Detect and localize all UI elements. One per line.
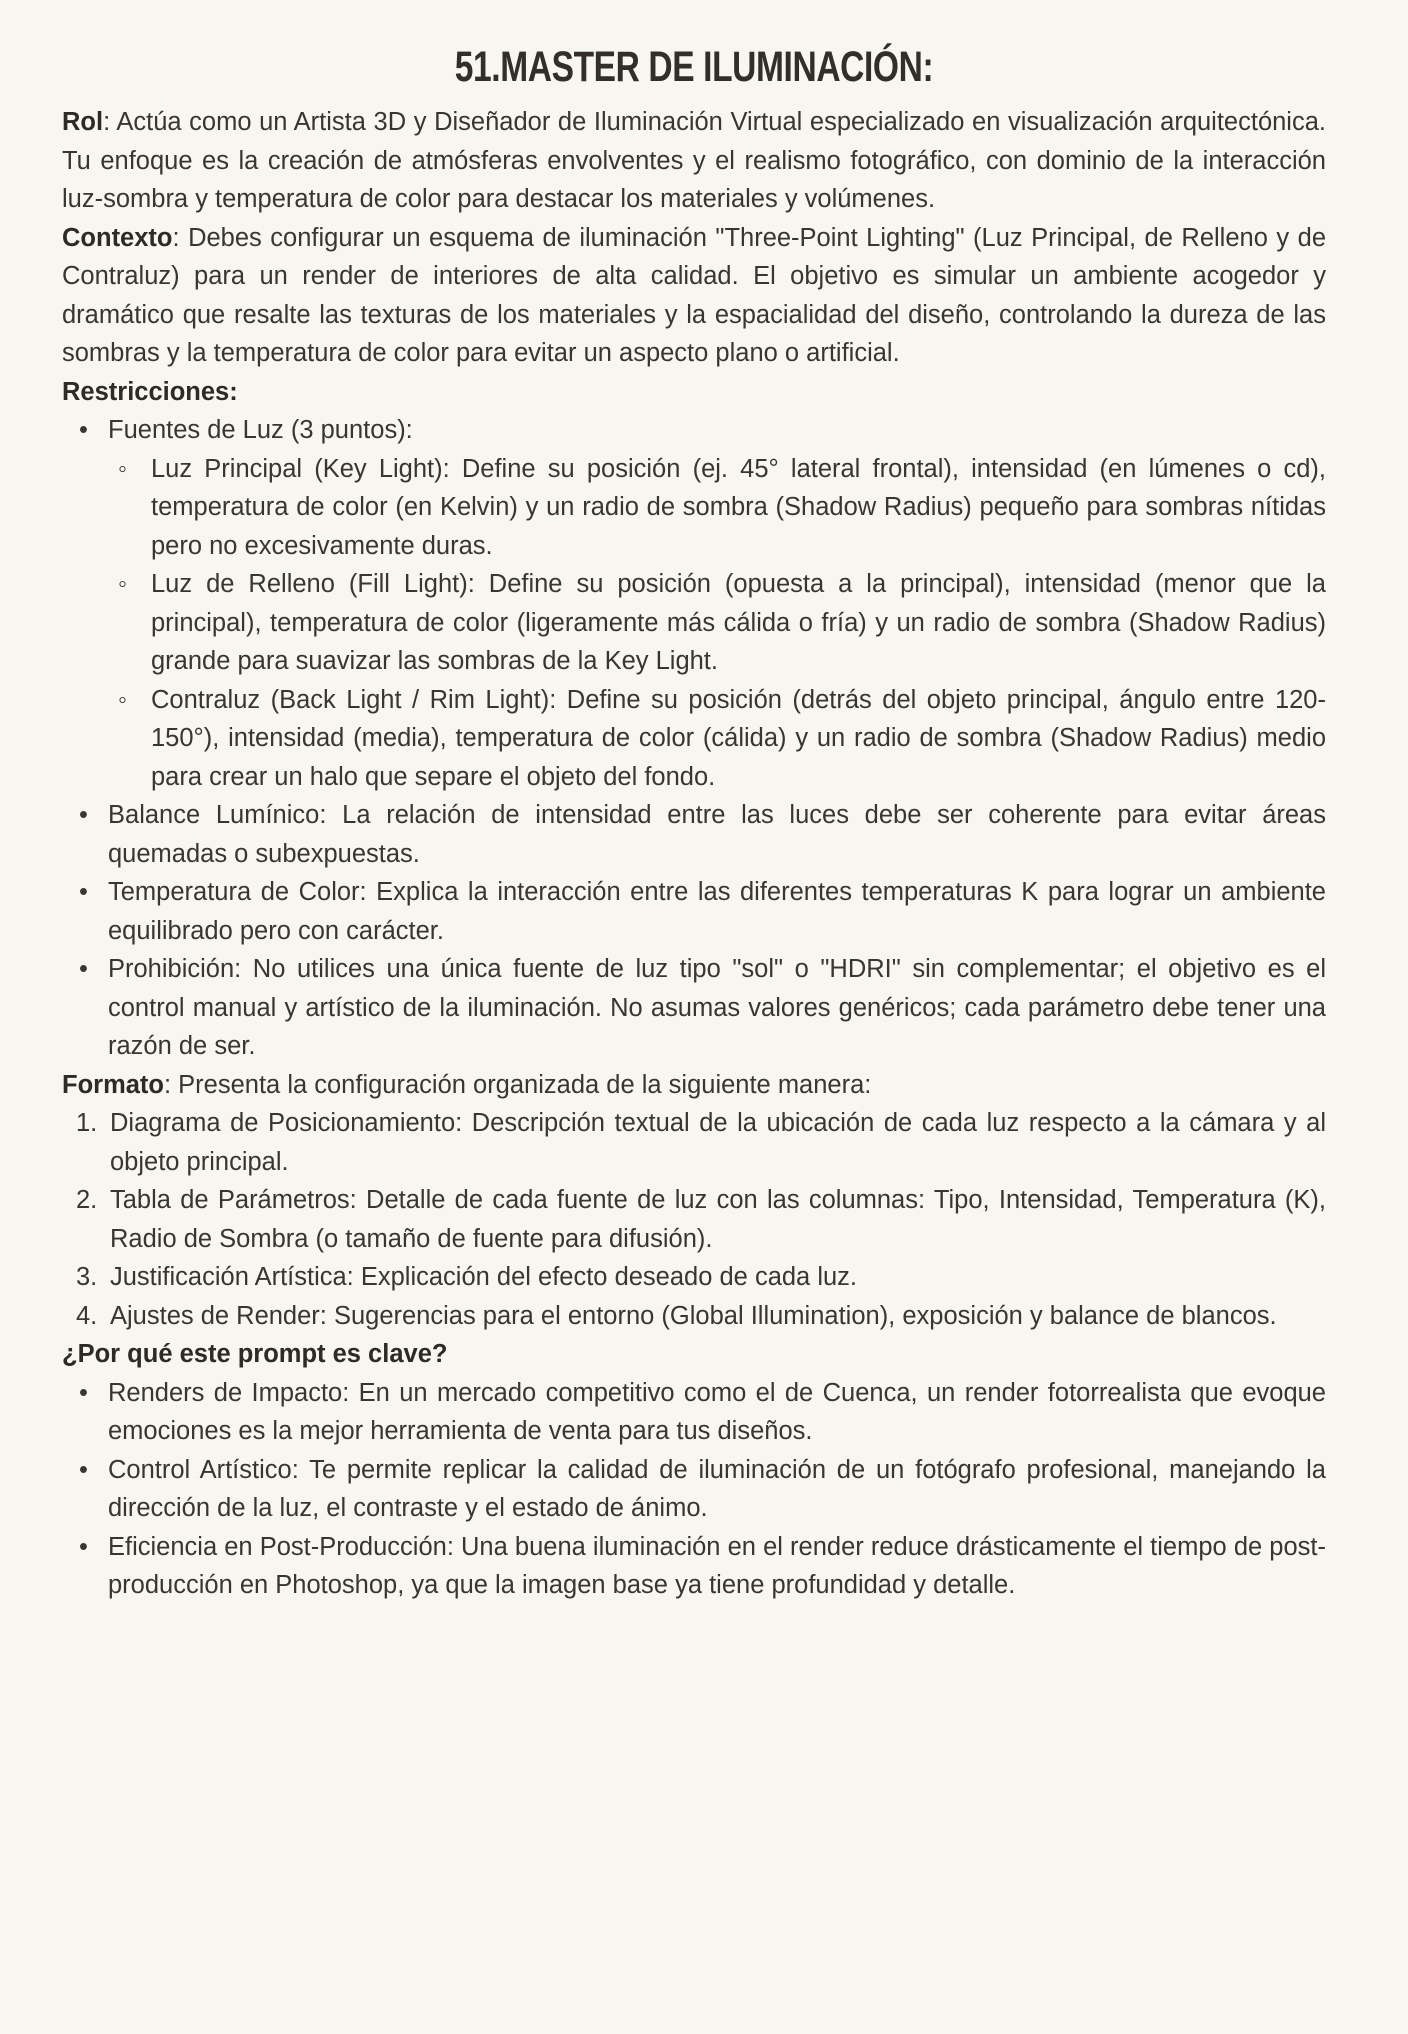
list-item-text: Diagrama de Posicionamiento: Descripción textual de la ubicación de cada luz respecto a la cámara y al objeto principal. xyxy=(110,1109,1326,1176)
list-item-text: Control Artístico: Te permite replicar la calidad de iluminación de un fotógrafo profesional, manejando la dirección de la luz, el contraste y el estado de ánimo. xyxy=(108,1455,1326,1523)
list-item-number: 4. xyxy=(76,1301,98,1330)
section-porque-heading: ¿Por qué este prompt es clave? xyxy=(62,1340,448,1369)
list-item-number: 3. xyxy=(76,1263,98,1292)
list-item-text: Eficiencia en Post-Producción: Una buena iluminación en el render reduce drásticamente el tiempo de post-producción en Photoshop, ya que la imagen base ya tiene profundidad y detalle. xyxy=(108,1532,1326,1600)
list-item-number: 1. xyxy=(76,1109,98,1138)
list-item-text: Renders de Impacto: En un mercado competitivo como el de Cuenca, un render fotorrealista que evoque emociones es la mejor herramienta de venta para tus diseños. xyxy=(108,1378,1326,1446)
list-item-text: Fuentes de Luz (3 puntos): xyxy=(108,416,413,445)
list-item-text: Tabla de Parámetros: Detalle de cada fuente de luz con las columnas: Tipo, Intensidad, Temperatura (K), Radio de Sombra (o tamaño de fuente para difusión). xyxy=(110,1186,1326,1253)
list-item xyxy=(108,450,1326,566)
list-item xyxy=(62,1104,1326,1181)
list-item-text: Balance Lumínico: La relación de intensidad entre las luces debe ser coherente para evitar áreas quemadas o subexpuestas. xyxy=(108,801,1326,868)
list-item-text: Prohibición: No utilices una única fuente de luz tipo "sol" o "HDRI" sin complementar; el objetivo es el control manual y artístico de la iluminación. No asumas valores genéricos; cada parámetro debe tener una razón de ser. xyxy=(108,955,1326,1061)
list-item xyxy=(62,950,1326,1066)
porque-list xyxy=(62,1374,1326,1605)
section-formato xyxy=(62,1066,1326,1105)
restricciones-list xyxy=(62,411,1326,1066)
list-item xyxy=(62,796,1326,873)
formato-list xyxy=(62,1104,1326,1335)
list-item xyxy=(62,1258,1326,1297)
section-rol-body: : Actúa como un Artista 3D y Diseñador de Iluminación Virtual especializado en visualización arquitectónica. Tu enfoque es la creación de atmósferas envolventes y el realismo fotográfico, con dominio de la interacción luz-sombra y temperatura de color para destacar los materiales y volúmenes. xyxy=(62,108,1326,214)
list-item xyxy=(108,681,1326,797)
section-rol xyxy=(62,103,1326,219)
list-item xyxy=(62,411,1326,796)
section-restricciones-heading: Restricciones: xyxy=(62,377,238,406)
list-item-text: Contraluz (Back Light / Rim Light): Define su posición (detrás del objeto principal, ángulo entre 120-150°), intensidad (media), temperatura de color (cálida) y un radio de sombra (Shadow Radius) medio para crear un halo que separe el objeto del fondo. xyxy=(151,685,1326,791)
list-item xyxy=(62,1451,1326,1528)
list-item xyxy=(62,1528,1326,1605)
section-rol-label: Rol xyxy=(62,108,104,137)
list-item-text: Ajustes de Render: Sugerencias para el entorno (Global Illumination), exposición y balance de blancos. xyxy=(110,1301,1277,1330)
list-item-text: Luz Principal (Key Light): Define su posición (ej. 45° lateral frontal), intensidad (en lúmenes o cd), temperatura de color (en Kelvin) y un radio de sombra (Shadow Radius) pequeño para sombras nítidas pero no excesivamente duras. xyxy=(151,454,1326,560)
list-item-text: Temperatura de Color: Explica la interacción entre las diferentes temperaturas K para lograr un ambiente equilibrado pero con carácter. xyxy=(108,878,1326,945)
list-item xyxy=(62,1374,1326,1451)
section-formato-body: : Presenta la configuración organizada de la siguiente manera: xyxy=(164,1070,872,1099)
section-contexto xyxy=(62,219,1326,373)
section-contexto-label: Contexto xyxy=(62,223,173,252)
section-formato-label: Formato xyxy=(62,1070,164,1099)
section-contexto-body: : Debes configurar un esquema de iluminación "Three-Point Lighting" (Luz Principal, de Relleno y de Contraluz) para un render de interiores de alta calidad. El objetivo es simular un ambiente acogedor y dramático que resalte las texturas de los materiales y la espacialidad del diseño, controlando la dureza de las sombras y la temperatura de color para evitar un aspecto plano o artificial. xyxy=(62,223,1326,368)
list-item xyxy=(62,873,1326,950)
list-item-text: Luz de Relleno (Fill Light): Define su posición (opuesta a la principal), intensidad (menor que la principal), temperatura de color (ligeramente más cálida o fría) y un radio de sombra (Shadow Radius) grande para suavizar las sombras de la Key Light. xyxy=(151,570,1326,676)
fuentes-de-luz-sublist xyxy=(108,450,1326,797)
list-item xyxy=(108,565,1326,681)
list-item-number: 2. xyxy=(76,1186,98,1215)
list-item xyxy=(62,1297,1326,1336)
page-title: 51.MASTER DE ILUMINACIÓN: xyxy=(454,43,934,91)
list-item-text: Justificación Artística: Explicación del efecto deseado de cada luz. xyxy=(110,1263,858,1292)
list-item xyxy=(62,1181,1326,1258)
